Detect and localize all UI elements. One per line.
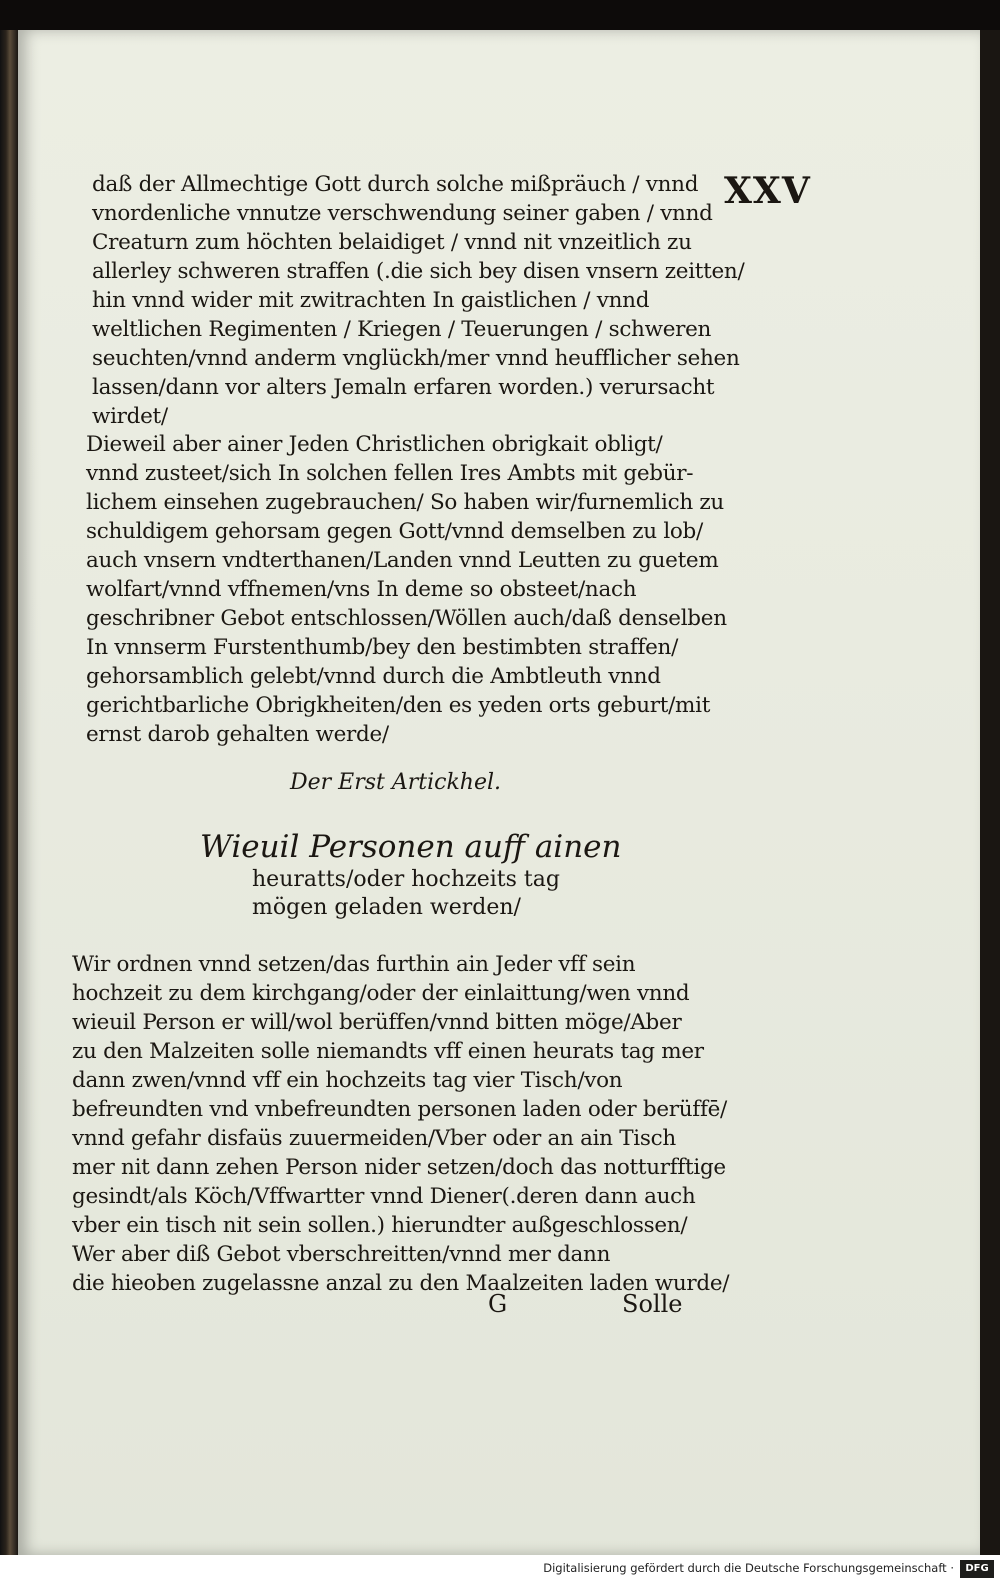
text-line: wieuil Person er will/wol berüffen/vnnd bitten möge/Aber <box>72 1010 682 1035</box>
text-line: Dieweil aber ainer Jeden Christlichen obrigkait obligt/ <box>86 432 663 457</box>
paragraph-3 <box>72 950 730 1298</box>
text-line: vber ein tisch nit sein sollen.) hierundter außgeschlossen/ <box>72 1213 688 1238</box>
text-line: auch vnsern vndterthanen/Landen vnnd Leutten zu guetem <box>86 548 719 573</box>
text-line: zu den Malzeiten solle niemandts vff einen heurats tag mer <box>72 1039 704 1064</box>
text-line: daß der Allmechtige Gott durch solche mißpräuch / vnnd <box>92 172 699 197</box>
article-title-line-2: heuratts/oder hochzeits tag <box>252 867 560 892</box>
text-line: lichem einsehen zugebrauchen/ So haben wir/furnemlich zu <box>86 490 724 515</box>
footer-credit: Digitalisierung gefördert durch die Deutsche Forschungsgemeinschaft · <box>543 1561 954 1575</box>
text-line: befreundten vnd vnbefreundten personen laden oder berüffē/ <box>72 1097 727 1122</box>
text-line: dann zwen/vnnd vff ein hochzeits tag vier Tisch/von <box>72 1068 623 1093</box>
text-line: seuchten/vnnd anderm vnglückh/mer vnnd heufflicher sehen <box>92 346 740 371</box>
text-line: allerley schweren straffen (.die sich bey disen vnsern zeitten/ <box>92 259 745 284</box>
text-line: lassen/dann vor alters Jemaln erfaren worden.) verursacht <box>92 375 715 400</box>
dfg-logo: DFG <box>960 1560 994 1578</box>
text-line: schuldigem gehorsam gegen Gott/vnnd demselben zu lob/ <box>86 519 703 544</box>
catchword: Solle <box>622 1290 683 1318</box>
text-line: weltlichen Regimenten / Kriegen / Teuerungen / schweren <box>92 317 712 342</box>
text-line: hochzeit zu dem kirchgang/oder der einlaittung/wen vnnd <box>72 981 690 1006</box>
footer-bar <box>0 1555 1000 1584</box>
text-line: wolfart/vnnd vffnemen/vns In deme so obsteet/nach <box>86 577 637 602</box>
text-line: Creaturn zum höchten belaidiget / vnnd nit vnzeitlich zu <box>92 230 692 255</box>
text-line: gesindt/als Köch/Vffwartter vnnd Diener(.deren dann auch <box>72 1184 696 1209</box>
text-line: vnnd zusteet/sich In solchen fellen Ires Ambts mit gebür- <box>86 461 694 486</box>
text-line: In vnnserm Furstenthumb/bey den bestimbten straffen/ <box>86 635 679 660</box>
text-line: die hieoben zugelassne anzal zu den Maalzeiten laden wurde/ <box>72 1271 730 1296</box>
text-line: mer nit dann zehen Person nider setzen/doch das notturfftige <box>72 1155 726 1180</box>
article-title-line-3: mögen geladen werden/ <box>252 895 521 920</box>
text-line: geschribner Gebot entschlossen/Wöllen auch/daß denselben <box>86 606 727 631</box>
paragraph-2 <box>86 430 726 749</box>
folio-number: XXV <box>724 170 811 212</box>
article-title <box>200 828 622 922</box>
signature-mark: G <box>488 1290 508 1318</box>
article-heading: Der Erst Artickhel. <box>290 770 502 795</box>
text-line: hin vnnd wider mit zwitrachten In gaistlichen / vnnd <box>92 288 650 313</box>
text-line: gerichtbarliche Obrigkheiten/den es yeden orts geburt/mit <box>86 693 711 718</box>
text-line: wirdet/ <box>92 404 168 429</box>
text-line: vnnd gefahr disfaüs zuuermeiden/Vber oder an ain Tisch <box>72 1126 676 1151</box>
text-line: vnordenliche vnnutze verschwendung seiner gaben / vnnd <box>92 201 713 226</box>
article-title-main: Wieuil Personen auff ainen <box>200 829 622 865</box>
scan-top-border <box>0 0 1000 30</box>
text-line: gehorsamblich gelebt/vnnd durch die Ambtleuth vnnd <box>86 664 661 689</box>
text-line: Wir ordnen vnnd setzen/das furthin ain Jeder vff sein <box>72 952 636 977</box>
paragraph-1 <box>92 170 745 431</box>
text-line: Wer aber diß Gebot vberschreitten/vnnd mer dann <box>72 1242 611 1267</box>
text-line: ernst darob gehalten werde/ <box>86 722 389 747</box>
